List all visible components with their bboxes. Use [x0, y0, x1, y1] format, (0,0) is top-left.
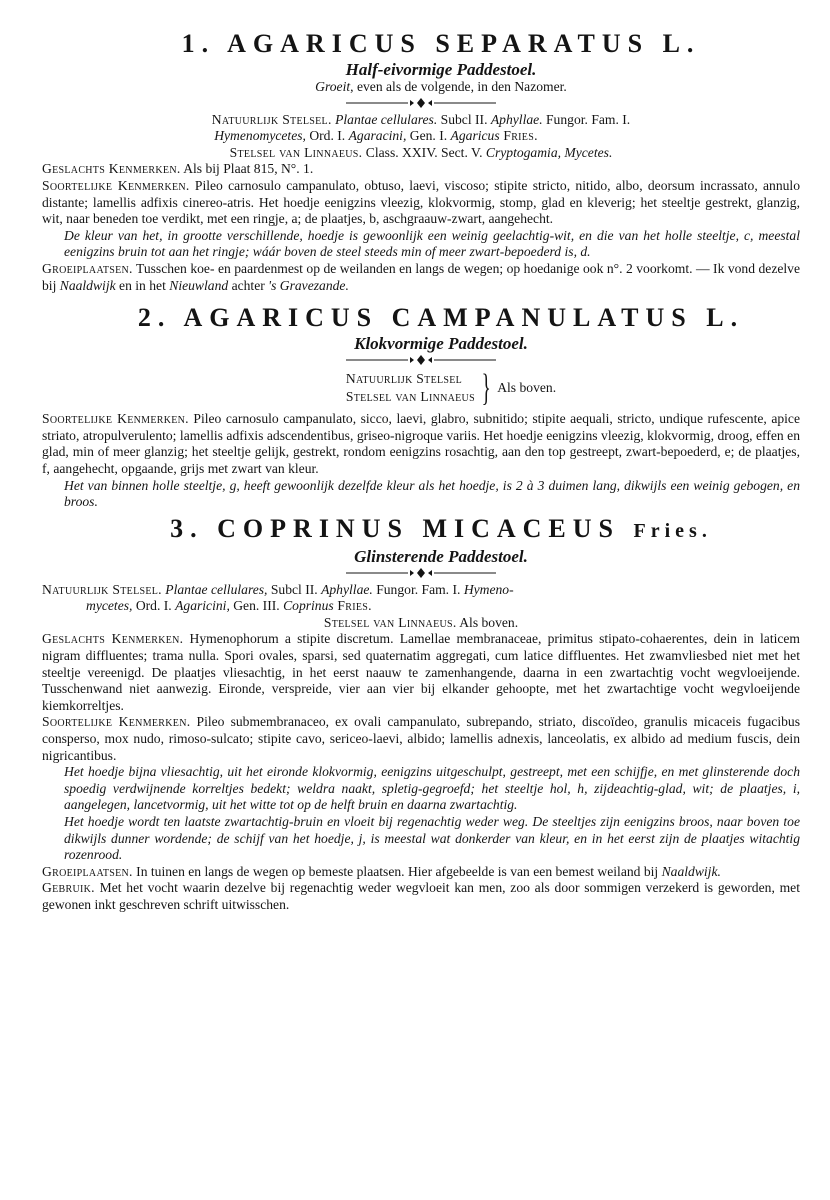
species-label: Soortelijke Kenmerken. [42, 714, 191, 730]
title-text: 1. AGARICUS SEPARATUS [181, 29, 650, 58]
genus-characters [42, 161, 800, 178]
brace-value: Als boven. [497, 379, 557, 395]
title-author: L. [662, 29, 701, 58]
section-title [42, 515, 800, 545]
system-brace [102, 367, 800, 410]
decay-description: Het hoedje wordt ten laatste zwartachtig-bruin en vloeit bij regenachtig weder weg. De steeltjes zijn eenigzins broos, naar boven toe dikwijls dunner wordende; de schijf van het hoedje, j, is meestal wat donkerder van kleur, en in het eerst zijn de plaatjes witachtig rozenrood. [64, 814, 800, 863]
natural-system-label: Natuurlijk Stelsel. [42, 581, 162, 597]
system-part: Hymeno- [463, 581, 514, 597]
habitat-text: achter [228, 277, 269, 293]
habitat-place: 's Gravezande. [268, 277, 349, 293]
subtitle: Klokvormige Paddestoel. [354, 334, 528, 354]
genus-characters [42, 631, 800, 714]
species-label: Soortelijke Kenmerken. [42, 411, 189, 427]
usage-label: Gebruik. [42, 880, 95, 896]
system-part: Ord. I. [132, 598, 176, 614]
natural-system-line [42, 112, 800, 129]
section-title [42, 304, 800, 332]
season-text: , even als de volgende, in den Nazomer. [350, 79, 567, 94]
system-part: Hymenomycetes, [214, 128, 306, 144]
linnaeus-label: Stelsel van Linnaeus. [323, 614, 457, 630]
habitat-label: Groeiplaatsen. [42, 863, 133, 879]
habitat-place: Naaldwijk [59, 277, 116, 293]
habitat-text: In tuinen en langs de wegen op bemeste plaatsen. Hier afgebeelde is van een bemest weiland bij [132, 863, 662, 879]
season-italic: Groeit [315, 79, 351, 94]
section-agaricus-campanulatus [42, 304, 800, 511]
brace-labels [346, 370, 475, 406]
linnaeus-system-line [42, 145, 800, 162]
section-title [42, 30, 800, 58]
system-part: Coprinus [283, 598, 334, 614]
section-coprinus-micaceus [42, 515, 800, 914]
system-part: Plantae cellulares, [161, 581, 268, 597]
system-part: Ord. I. [305, 128, 349, 144]
system-part: Fungor. Fam. I. [542, 111, 631, 127]
title-author: Fries. [633, 519, 712, 542]
cap-description: Het hoedje bijna vliesachtig, uit het eironde klokvormig, eenigzins uitgeschulpt, gestreept, met een schijfje, en met glinsterende doch spoedig verdwijnende korreltjes bedekt; weldra naakt, spletig-gegroefd; het steeltje hol, h, zijdeachtig-glad, wit; de plaatjes, i, aangelegen, lancetvormig, uit het witte tot op de helft bruin en daarna zwartachtig. [64, 764, 800, 813]
stem-description: Het van binnen holle steeltje, g, heeft gewoonlijk dezelfde kleur als het hoedje, is 2 à 3 duimen lang, dikwijls een weinig gebogen, en broos. [64, 477, 800, 510]
linnaeus-label: Stelsel van Linnaeus [345, 389, 475, 405]
genus-label: Geslachts Kenmerken. [42, 631, 184, 647]
habitat [42, 261, 800, 294]
species-text: Pileo carnosulo campanulato, obtuso, laevi, viscoso; stipite stricto, nitido, albo, deorsum incrassato, annulo distante; lamellis adfixis cinereo-atris. Het hoedje eenigzins vleezig, klokvormig, stomp, glad en kleverig; het steeltje gestrekt, glanzig, wit, naar beneden toe verdikt, met een ringje, a; de plaatjes, b, aschgraauw-zwart, aangehecht. [42, 177, 800, 227]
species-text: Pileo carnosulo campanulato, sicco, laevi, glabro, subnitido; stipite aequali, stricto, undique rufescente, apice striato, atropulverulento; lamellis adfixis adscendentibus, griseo-nigroque variis. Het hoedje eenigzins vleezig, klokvormig, droog, effen en glad, min of meer glanzig; het steeltje gelijk, gestrekt, rondom eenigzins rosachtig, aan den top gestreept, zwart-bepoederd, e; de plaatjes, f, aangehecht, opgaande, grijs met zwart van kleur. [42, 411, 800, 476]
linnaeus-italic: Cryptogamia, Mycetes. [485, 144, 613, 160]
system-part: mycetes, [86, 598, 133, 614]
habitat-label: Groeiplaatsen. [42, 260, 133, 276]
natural-system-label: Natuurlijk Stelsel [345, 371, 463, 387]
ornament-divider-icon [346, 355, 496, 365]
ornament-divider-icon [346, 568, 496, 578]
genus-label: Geslachts Kenmerken. [42, 161, 181, 177]
system-part: Fungor. Fam. I. [372, 581, 464, 597]
system-part: Fries. [499, 128, 538, 144]
section-agaricus-separatus [42, 30, 800, 294]
system-part: Subcl II. [437, 111, 491, 127]
system-part: Fries. [333, 598, 372, 614]
species-text: Pileo submembranaceo, ex ovali campanulato, subrepando, striato, discoïdeo, granulis micaceis fugacibus consperso, mox nudo, rimoso-sulcato; stipite cavo, sericeo-laevi, albido; lamellis adnexis, lanceolatis, ex albido ad medium fuscis, dein nigricantibus. [42, 714, 800, 763]
genus-text: Hymenophorum a stipite discretum. Lamellae membranaceae, primitus stipato-cohaerentes, dein in laticem nigram diffluentes; trama nulla. Spori ovales, sparsi, sed quaternatim aggregati, cum latice diffluentes. Het zwamvliesbed niet met het steeltje vereenigd. De plaatjes vliesachtig, in het eerst naauw te zamenhangende, daarna in een zwartachtig vocht wegvloeijende. Tusschenwand niet aanwezig. Eironde, verspreide, vier aan vier bij elkander gehoopte, met het zwartachtige vocht wegvloeijende kiemkorreltjes. [42, 631, 801, 713]
ornament-divider-icon [346, 98, 496, 108]
usage-text: Met het vocht waarin dezelve bij regenachtig weder wegvloeit kan men, zoo als door sommigen verzekerd is geworden, met gewonen inkt geschreven schrift uitwisschen. [42, 880, 800, 912]
right-brace-icon: } [481, 367, 491, 410]
natural-system-line-2 [42, 598, 800, 615]
subtitle: Glinsterende Paddestoel. [354, 546, 528, 566]
season-line [42, 79, 800, 96]
system-part: Subcl II. [267, 581, 322, 597]
system-part: Gen. III. [229, 598, 284, 614]
system-part: Agaricini, [175, 598, 230, 614]
linnaeus-system-line [42, 615, 800, 632]
habitat-place: Naaldwijk. [661, 863, 721, 879]
natural-system-line-2 [42, 128, 800, 145]
colour-description: De kleur van het, in grootte verschillende, hoedje is gewoonlijk een weinig geelachtig-wit, en die van het holle steeltje, c, meestal eenigzins bruin tot aan het ringje; wáár boven de steel steeds min of meer zwart-bepoederd is, d. [64, 227, 800, 260]
linnaeus-text: Class. XXIV. Sect. V. [362, 144, 486, 160]
genus-text: Als bij Plaat 815, N°. 1. [180, 161, 314, 177]
subtitle: Half-eivormige Paddestoel. [345, 60, 537, 79]
habitat-place: Nieuwland [169, 277, 229, 293]
system-part: Agaricus [450, 128, 500, 144]
linnaeus-label: Stelsel van Linnaeus. [229, 144, 363, 160]
system-part: Gen. I. [406, 128, 451, 144]
usage [42, 880, 800, 913]
title-text: 2. AGARICUS CAMPANULATUS [137, 303, 693, 333]
habitat [42, 864, 800, 881]
linnaeus-text: Als boven. [456, 614, 519, 630]
system-part: Aphyllae. [321, 581, 373, 597]
title-text: 3. COPRINUS MICACEUS [170, 513, 621, 543]
species-characters [42, 411, 800, 477]
title-author: L. [706, 303, 745, 333]
species-label: Soortelijke Kenmerken. [42, 177, 190, 193]
system-part: Aphyllae. [490, 111, 543, 127]
system-part: Plantae cellulares. [331, 111, 438, 127]
species-characters [42, 178, 800, 228]
system-part: Agaracini, [348, 128, 407, 144]
habitat-text: Tusschen koe- en paardenmest op de weilanden en langs de wegen; op hoedanige ook n°. 2 voorkomt. — Ik vond dezelve bij [42, 260, 800, 293]
natural-system-label: Natuurlijk Stelsel. [211, 111, 332, 127]
natural-system-line [42, 582, 800, 599]
species-characters [42, 714, 800, 764]
habitat-text: en in het [115, 277, 170, 293]
